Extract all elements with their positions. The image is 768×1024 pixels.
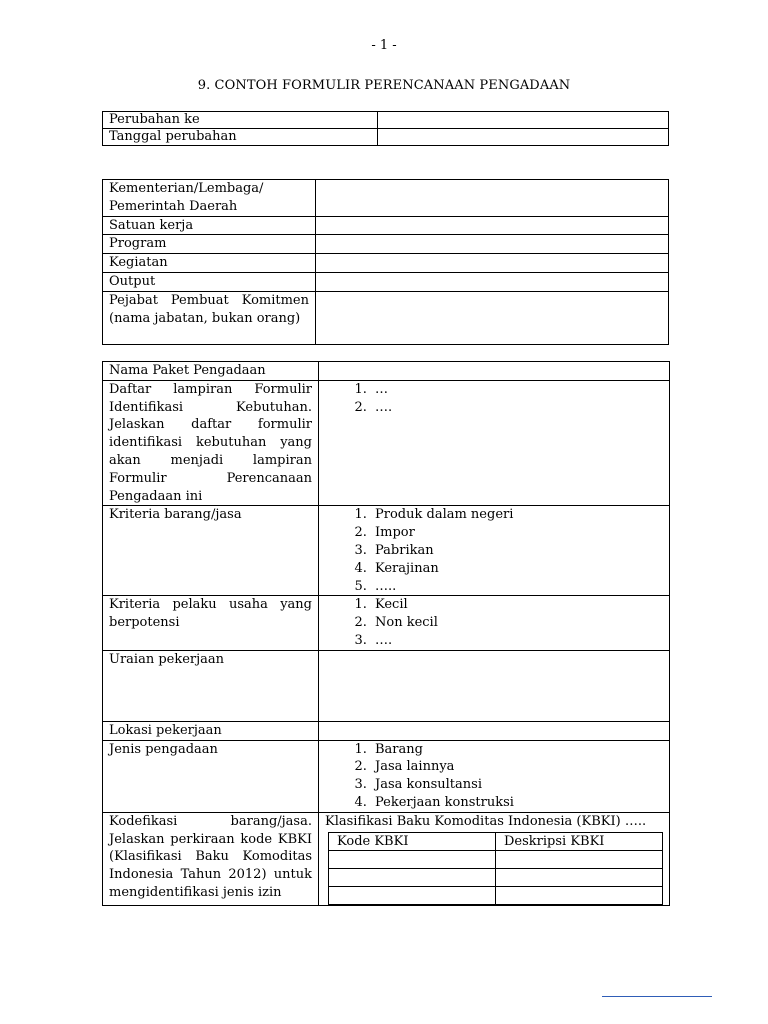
official-label: Pejabat Pembuat Komitmen (nama jabatan, bukan orang): [103, 291, 316, 344]
list-item: 2. Impor: [371, 524, 663, 542]
program-field[interactable]: [316, 235, 669, 254]
activity-label: Kegiatan: [103, 254, 316, 273]
table-row: [103, 812, 670, 905]
procurement-type-cell: [319, 740, 670, 812]
codification-cell: [319, 812, 670, 905]
table-row: [103, 216, 669, 235]
list-item: 2. ….: [371, 399, 663, 417]
list-item: 3. Jasa konsultansi: [371, 776, 663, 794]
procurement-type-label: Jenis pengadaan: [103, 740, 319, 812]
program-label: Program: [103, 235, 316, 254]
table-row: [103, 596, 670, 650]
work-location-field[interactable]: [319, 721, 670, 740]
package-name-field[interactable]: [319, 362, 670, 381]
list-item: 1. Barang: [371, 741, 663, 759]
work-description-label: Uraian pekerjaan: [103, 650, 319, 721]
goods-criteria-label: Kriteria barang/jasa: [103, 506, 319, 596]
kbki-description-field[interactable]: [496, 868, 663, 886]
table-row: [103, 180, 669, 217]
goods-criteria-list: [325, 506, 663, 595]
ministry-label: Kementerian/Lembaga/ Pemerintah Daerah: [103, 180, 316, 217]
business-criteria-list: [325, 596, 663, 649]
output-label: Output: [103, 272, 316, 291]
table-row: [103, 235, 669, 254]
table-row: [103, 362, 670, 381]
kbki-code-field[interactable]: [329, 850, 496, 868]
list-item: 4. Kerajinan: [371, 560, 663, 578]
table-row: [103, 291, 669, 344]
business-criteria-label: Kriteria pelaku usaha yang berpotensi: [103, 596, 319, 650]
codification-label: Kodefikasi barang/jasa. Jelaskan perkiraan kode KBKI (Klasifikasi Baku Komoditas Indonesia Tahun 2012) untuk mengidentifikasi jenis izin: [103, 812, 319, 905]
kbki-code-header: Kode KBKI: [329, 832, 496, 850]
change-number-label: Perubahan ke: [103, 112, 378, 129]
list-item: 1. Produk dalam negeri: [371, 506, 663, 524]
table-row: [329, 868, 663, 886]
output-field[interactable]: [316, 272, 669, 291]
table-row: [103, 272, 669, 291]
list-item: 1. Kecil: [371, 596, 663, 614]
activity-field[interactable]: [316, 254, 669, 273]
table-row: [329, 850, 663, 868]
list-item: 2. Non kecil: [371, 614, 663, 632]
package-table: [102, 361, 670, 906]
package-name-label: Nama Paket Pengadaan: [103, 362, 319, 381]
attachment-list-cell: [319, 380, 670, 506]
table-row: [103, 380, 670, 506]
table-row: [103, 129, 669, 146]
attachment-label: Daftar lampiran Formulir Identifikasi Kebutuhan. Jelaskan daftar formulir identifikasi kebutuhan yang akan menjadi lampiran Formulir Perencanaan Pengadaan ini: [103, 380, 319, 506]
organization-table: [102, 179, 669, 345]
kbki-description-field[interactable]: [496, 850, 663, 868]
table-row: [103, 254, 669, 273]
kbki-description: Klasifikasi Baku Komoditas Indonesia (KBKI) …..: [325, 813, 647, 829]
table-row: [103, 506, 670, 596]
attachment-list: [325, 381, 663, 417]
table-row: [103, 650, 670, 721]
list-item: 5. …..: [371, 578, 663, 596]
procurement-type-list: [325, 741, 663, 812]
kbki-description-header: Deskripsi KBKI: [496, 832, 663, 850]
change-number-field[interactable]: [378, 112, 669, 129]
list-item: 1. …: [371, 381, 663, 399]
list-item: 3. ….: [371, 632, 663, 650]
kbki-description-field[interactable]: [496, 886, 663, 904]
change-date-label: Tanggal perubahan: [103, 129, 378, 146]
work-location-label: Lokasi pekerjaan: [103, 721, 319, 740]
form-heading: 9. CONTOH FORMULIR PERENCANAAN PENGADAAN: [197, 78, 571, 93]
change-date-field[interactable]: [378, 129, 669, 146]
kbki-code-field[interactable]: [329, 886, 496, 904]
ministry-field[interactable]: [316, 180, 669, 217]
kbki-table: [328, 832, 663, 905]
list-item: 3. Pabrikan: [371, 542, 663, 560]
table-row: [103, 721, 670, 740]
kbki-code-field[interactable]: [329, 868, 496, 886]
page-number: - 1 -: [371, 38, 397, 53]
footer-link-line[interactable]: [602, 996, 712, 997]
table-row: [103, 112, 669, 129]
change-table: [102, 111, 669, 146]
work-unit-field[interactable]: [316, 216, 669, 235]
table-row: [329, 832, 663, 850]
table-row: [329, 886, 663, 904]
official-field[interactable]: [316, 291, 669, 344]
list-item: 2. Jasa lainnya: [371, 758, 663, 776]
business-criteria-cell: [319, 596, 670, 650]
table-row: [103, 740, 670, 812]
work-description-field[interactable]: [319, 650, 670, 721]
list-item: 4. Pekerjaan konstruksi: [371, 794, 663, 812]
goods-criteria-cell: [319, 506, 670, 596]
work-unit-label: Satuan kerja: [103, 216, 316, 235]
